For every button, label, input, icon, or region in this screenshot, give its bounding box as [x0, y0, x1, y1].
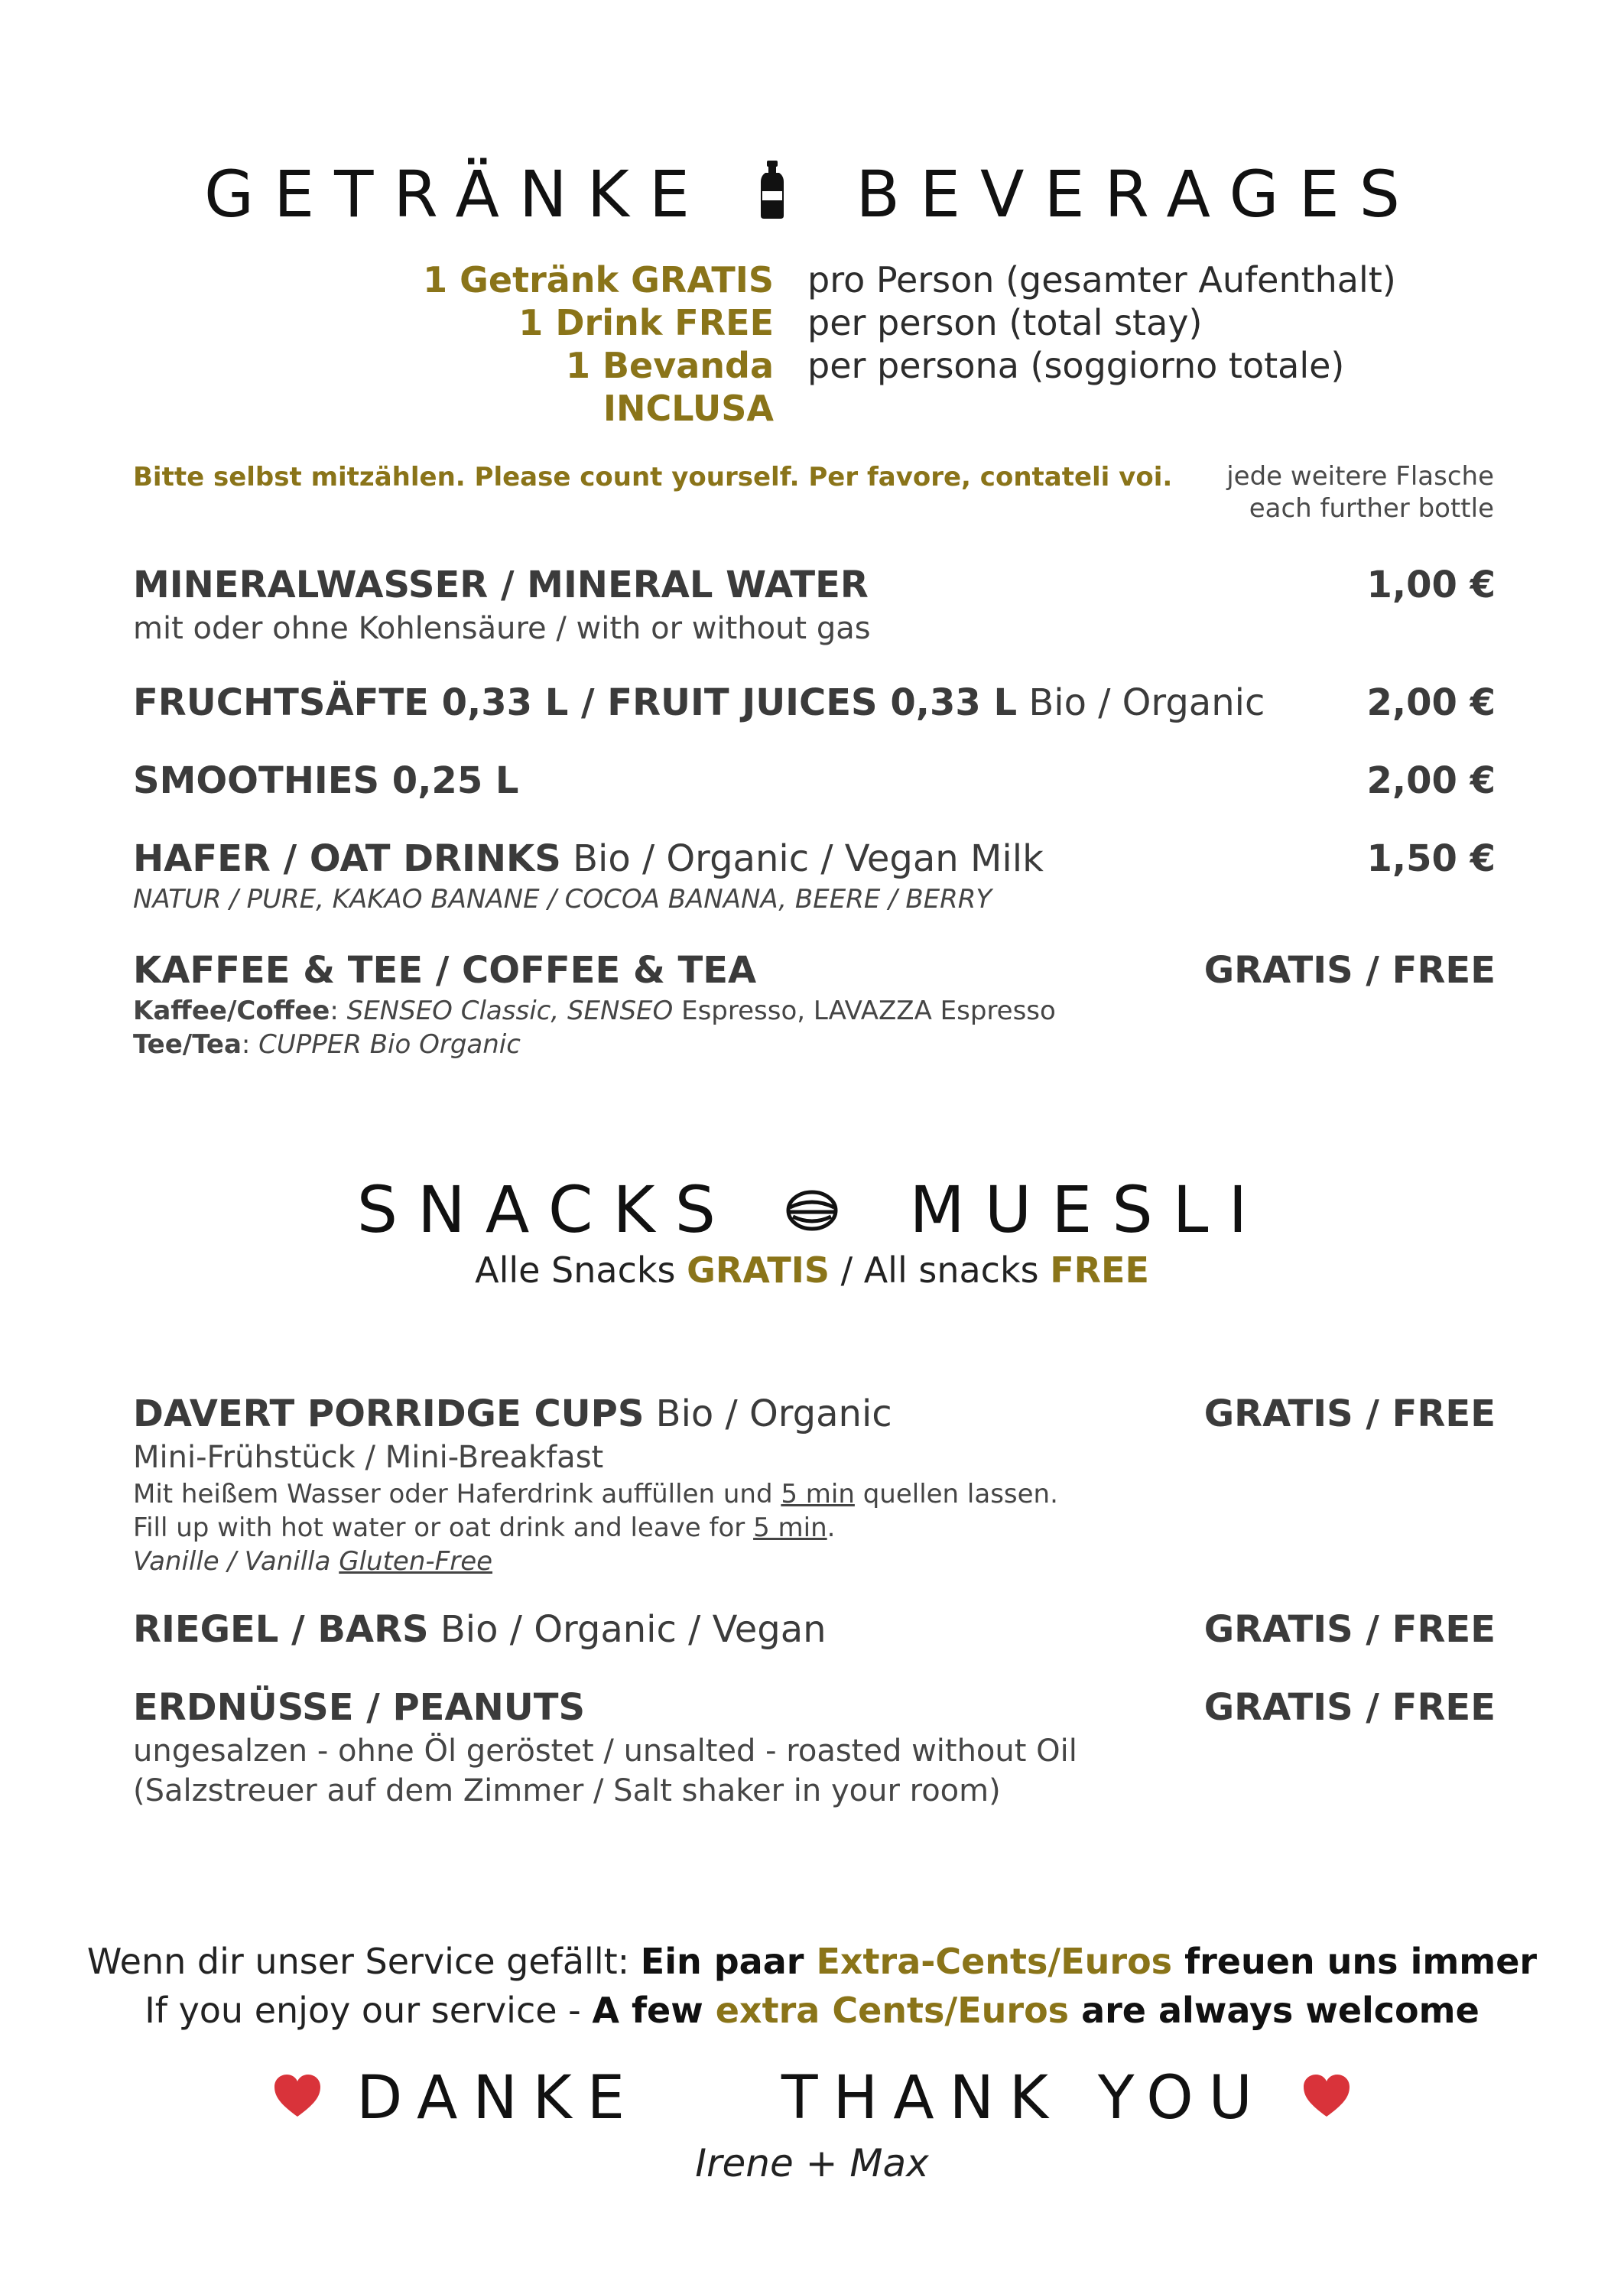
snacks-note-gratis: GRATIS [687, 1249, 830, 1291]
item-title [133, 835, 1496, 882]
free-offer-text: per person (total stay) [807, 302, 1203, 343]
menu-item-peanuts [133, 1684, 1496, 1811]
tip-note-de [0, 1938, 1624, 1985]
porridge-instructions-de [133, 1477, 1496, 1511]
menu-item-juice [133, 679, 1496, 726]
beverages-title-de: GETRÄNKE [204, 157, 710, 232]
item-title-main: HAFER / OAT DRINKS [133, 837, 561, 880]
item-price: GRATIS / FREE [1203, 949, 1496, 992]
menu-item-water [133, 561, 1496, 648]
free-offer-highlight: 1 Drink FREE [518, 302, 774, 343]
tip-bold: are always welcome [1069, 1990, 1479, 2031]
menu-item-smoothie [133, 757, 1496, 804]
thanks-de: DANKE [356, 2063, 641, 2133]
menu-item-oat-drinks [133, 835, 1496, 916]
further-bottle-de: jede weitere Flasche [1226, 461, 1494, 492]
coffee-rest: Espresso, LAVAZZA Espresso [673, 996, 1056, 1026]
tea-label: Tee/Tea [133, 1029, 242, 1060]
coffee-label: Kaffee/Coffee [133, 996, 330, 1026]
tip-text: Wenn dir unser Service gefällt: [86, 1941, 641, 1982]
free-offer-row [413, 258, 1396, 301]
free-offer-text: pro Person (gesamter Aufenthalt) [807, 259, 1396, 301]
thanks-en: THANK YOU [781, 2063, 1268, 2133]
item-price: 1,50 € [1366, 837, 1496, 880]
menu-item-coffee-tea [133, 947, 1496, 1061]
bottle-icon [759, 161, 785, 229]
instruction-text: Fill up with hot water or oat drink and leave for [133, 1513, 754, 1543]
item-title: KAFFEE & TEE / COFFEE & TEA [133, 949, 757, 992]
snacks-note-middle: / All snacks [829, 1249, 1051, 1291]
snacks-title [0, 1172, 1624, 1248]
snacks-title-de: SNACKS [356, 1172, 736, 1248]
instruction-text: quellen lassen. [854, 1479, 1058, 1509]
tea-brand: CUPPER Bio Organic [258, 1029, 521, 1060]
tip-text: If you enjoy our service - [145, 1990, 593, 2031]
item-title [133, 679, 1496, 726]
item-description: mit oder ohne Kohlensäure / with or without gas [133, 611, 871, 646]
signature: Irene + Max [695, 2141, 929, 2185]
snacks-title-en: MUESLI [909, 1172, 1268, 1248]
free-offer-text: per persona (soggiorno totale) [807, 345, 1345, 386]
item-title-main: DAVERT PORRIDGE CUPS [133, 1392, 645, 1435]
flavour-text: Vanille / Vanilla [133, 1546, 339, 1577]
item-title-extra: Bio / Organic / Vegan Milk [560, 837, 1044, 880]
item-title-extra: Bio / Organic / Vegan [428, 1608, 827, 1651]
item-price: 1,00 € [1366, 564, 1496, 606]
coffee-brand: SENSEO Classic, SENSEO [346, 996, 674, 1026]
porridge-flavour [133, 1545, 1496, 1578]
item-title: SMOOTHIES 0,25 L [133, 759, 519, 802]
item-title-main: RIEGEL / BARS [133, 1608, 429, 1651]
gluten-free-label: Gluten-Free [339, 1546, 493, 1577]
free-drink-offer [413, 258, 1396, 430]
item-flavours: NATUR / PURE, KAKAO BANANE / COCOA BANANA, BEERE / BERRY [133, 884, 992, 915]
item-description: Mini-Frühstück / Mini-Breakfast [133, 1440, 604, 1475]
item-title-extra: Bio / Organic [1017, 681, 1265, 724]
heart-icon [273, 2068, 322, 2128]
tip-highlight: Extra-Cents/Euros [816, 1941, 1173, 1982]
free-offer-highlight: 1 Bevanda INCLUSA [565, 345, 774, 429]
menu-item-bars [133, 1606, 1496, 1653]
thank-you-banner [0, 2063, 1624, 2133]
item-title-extra: Bio / Organic [644, 1392, 892, 1435]
item-price: 2,00 € [1366, 759, 1496, 802]
snacks-note-free: FREE [1050, 1249, 1149, 1291]
menu-item-porridge [133, 1390, 1496, 1578]
free-offer-row [413, 301, 1396, 344]
item-price: 2,00 € [1366, 681, 1496, 724]
item-price: GRATIS / FREE [1203, 1392, 1496, 1435]
item-title: ERDNÜSSE / PEANUTS [133, 1686, 586, 1729]
further-bottle-en: each further bottle [1249, 493, 1494, 524]
tip-note-en [0, 1987, 1624, 2034]
bowl-icon [785, 1178, 839, 1242]
tip-bold: freuen uns immer [1172, 1941, 1538, 1982]
tip-bold: A few [592, 1990, 716, 2031]
instruction-text: Mit heißem Wasser oder Haferdrink auffüllen und [133, 1479, 781, 1509]
tip-highlight: extra Cents/Euros [715, 1990, 1070, 2031]
porridge-instructions-en [133, 1511, 1496, 1545]
item-price: GRATIS / FREE [1203, 1686, 1496, 1729]
instruction-time: 5 min [781, 1479, 855, 1509]
instruction-time: 5 min [753, 1513, 827, 1543]
coffee-line: Kaffee/Coffee: SENSEO Classic, SENSEO Espresso, LAVAZZA Espresso [133, 996, 1056, 1026]
tea-line: Tee/Tea: CUPPER Bio Organic [133, 1029, 521, 1060]
snacks-free-note [0, 1249, 1624, 1291]
heart-icon [1302, 2068, 1351, 2128]
free-offer-row [413, 344, 1396, 430]
further-bottle-note [1226, 460, 1494, 525]
beverages-title [0, 157, 1624, 232]
item-title: MINERALWASSER / MINERAL WATER [133, 564, 869, 606]
item-note: (Salzstreuer auf dem Zimmer / Salt shaker in your room) [133, 1773, 1001, 1808]
beverages-title-en: BEVERAGES [856, 157, 1420, 232]
item-price: GRATIS / FREE [1203, 1608, 1496, 1651]
snacks-note-prefix: Alle Snacks [475, 1249, 687, 1291]
tip-bold: Ein paar [640, 1941, 817, 1982]
instruction-text: . [827, 1513, 836, 1543]
free-offer-highlight: 1 Getränk GRATIS [423, 259, 774, 301]
item-title-main: FRUCHTSÄFTE 0,33 L / FRUIT JUICES 0,33 L [133, 681, 1018, 724]
count-yourself-note: Bitte selbst mitzählen. Please count yourself. Per favore, contateli voi. [133, 462, 1173, 492]
item-description: ungesalzen - ohne Öl geröstet / unsalted - roasted without Oil [133, 1733, 1077, 1769]
